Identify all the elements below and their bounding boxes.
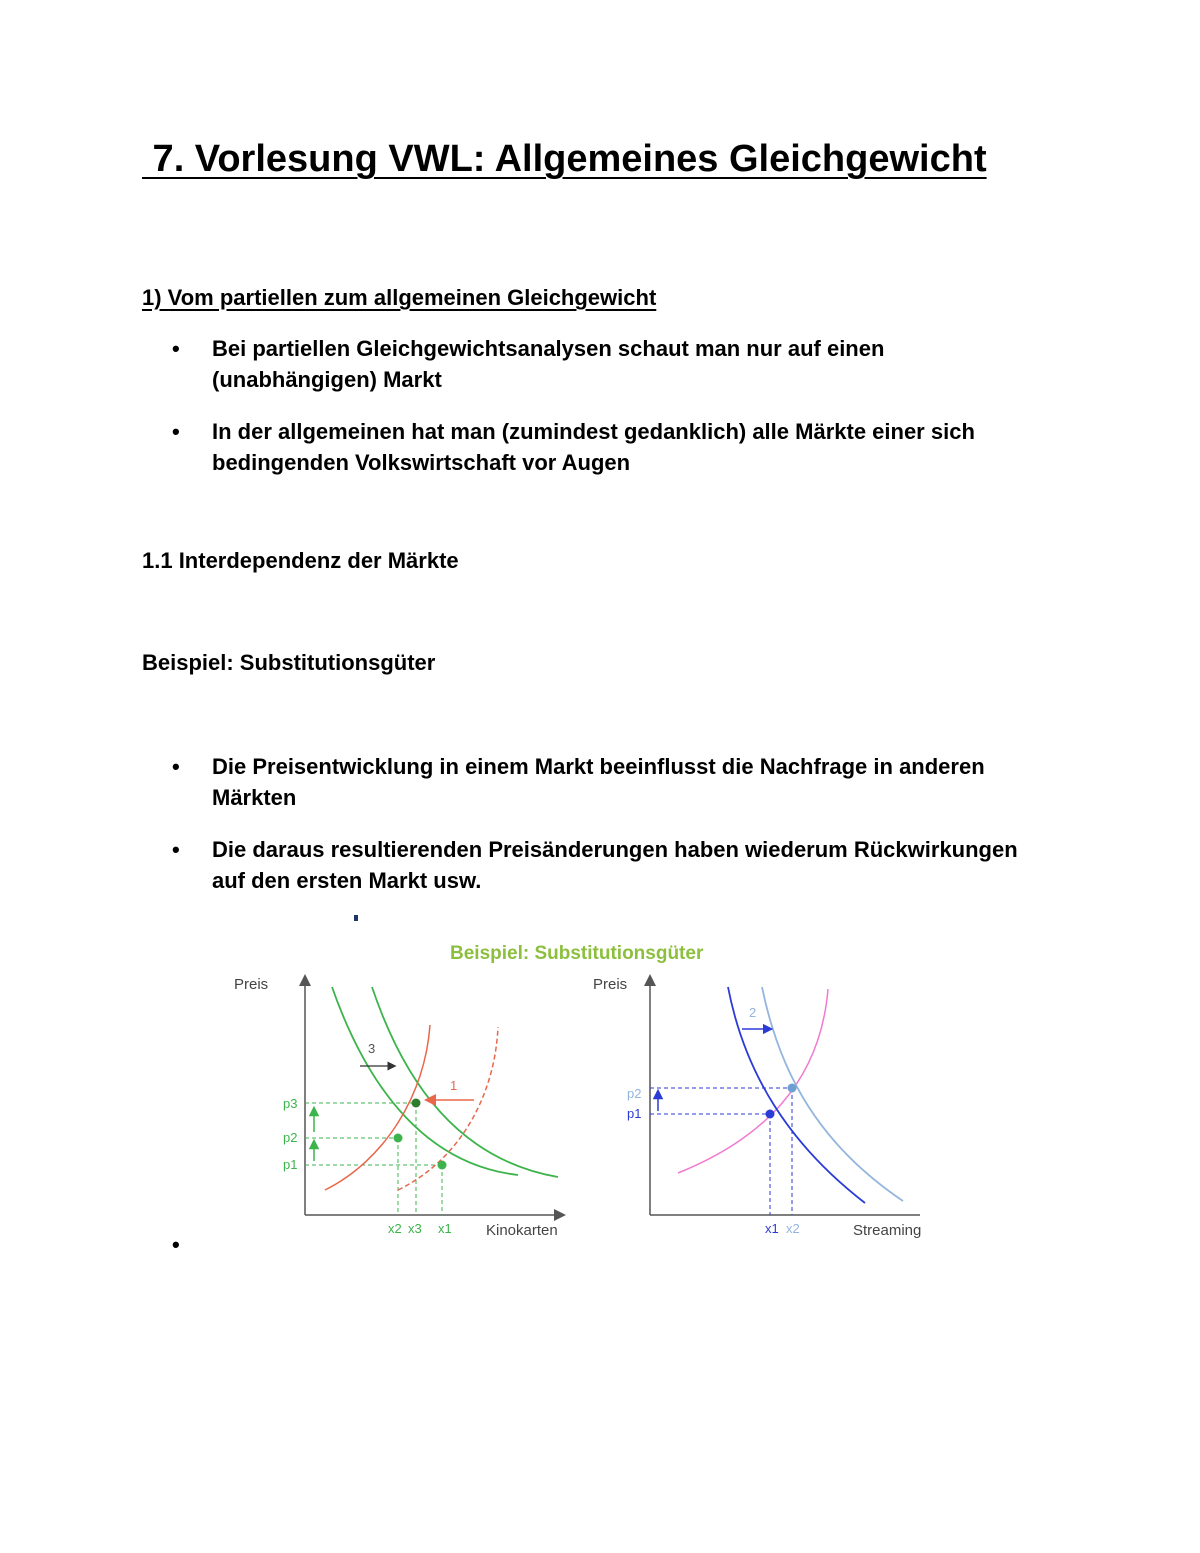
step-label-1: 1 xyxy=(450,1078,458,1093)
quantity-label: x1 xyxy=(765,1221,779,1236)
quantity-label: x1 xyxy=(438,1221,452,1236)
right-y-label: Preis xyxy=(593,976,628,993)
equilibrium-point xyxy=(766,1110,775,1119)
price-label: p2 xyxy=(627,1086,642,1101)
left-y-label: Preis xyxy=(234,976,269,993)
quantity-label: x2 xyxy=(388,1221,402,1236)
demand-curve-2 xyxy=(762,987,903,1201)
page-title: 7. Vorlesung VWL: Allgemeines Gleichgewicht xyxy=(142,138,987,180)
step-label-3: 3 xyxy=(368,1041,376,1056)
section-heading-1: 1) Vom partiellen zum allgemeinen Gleichgewicht xyxy=(142,285,657,310)
substitution-goods-figure xyxy=(200,925,960,1245)
supply-curve-2 xyxy=(398,1027,498,1190)
step-label-2: 2 xyxy=(749,1005,757,1020)
empty-bullet: • xyxy=(172,1232,180,1257)
price-label: p1 xyxy=(283,1157,298,1172)
right-panel xyxy=(593,976,921,1239)
equilibrium-point xyxy=(412,1099,421,1108)
bullet-list-1 xyxy=(142,333,1052,499)
quantity-label: x3 xyxy=(408,1221,422,1236)
stray-mark xyxy=(354,915,358,921)
right-x-label: Streaming xyxy=(853,1222,922,1239)
demand-curve-2 xyxy=(372,987,558,1177)
quantity-label: x2 xyxy=(786,1221,800,1236)
example-label: Beispiel: Substitutionsgüter xyxy=(142,650,436,675)
equilibrium-point xyxy=(788,1084,797,1093)
section-heading-1-1: 1.1 Interdependenz der Märkte xyxy=(142,548,459,573)
equilibrium-point xyxy=(394,1134,403,1143)
price-label: p2 xyxy=(283,1130,298,1145)
equilibrium-point xyxy=(438,1161,447,1170)
left-x-label: Kinokarten xyxy=(486,1222,558,1239)
list-item: • In der allgemeinen hat man (zumindest gedanklich) alle Märkte einer sich bedingenden Volkswirtschaft vor Augen xyxy=(142,416,1052,478)
left-panel xyxy=(234,976,560,1239)
price-label: p3 xyxy=(283,1096,298,1111)
left-guides xyxy=(305,1103,442,1215)
list-item: • Die Preisentwicklung in einem Markt beeinflusst die Nachfrage in anderen Märkten xyxy=(142,751,1052,813)
price-label: p1 xyxy=(627,1106,642,1121)
figure-title: Beispiel: Substitutionsgüter xyxy=(450,943,704,964)
list-item: • Die daraus resultierenden Preisänderungen haben wiederum Rückwirkungen auf den ersten Markt usw. xyxy=(142,834,1052,896)
bullet-list-2 xyxy=(142,751,1052,917)
list-item: • Bei partiellen Gleichgewichtsanalysen schaut man nur auf einen (unabhängigen) Markt xyxy=(142,333,1052,395)
demand-curve-1 xyxy=(332,987,518,1175)
